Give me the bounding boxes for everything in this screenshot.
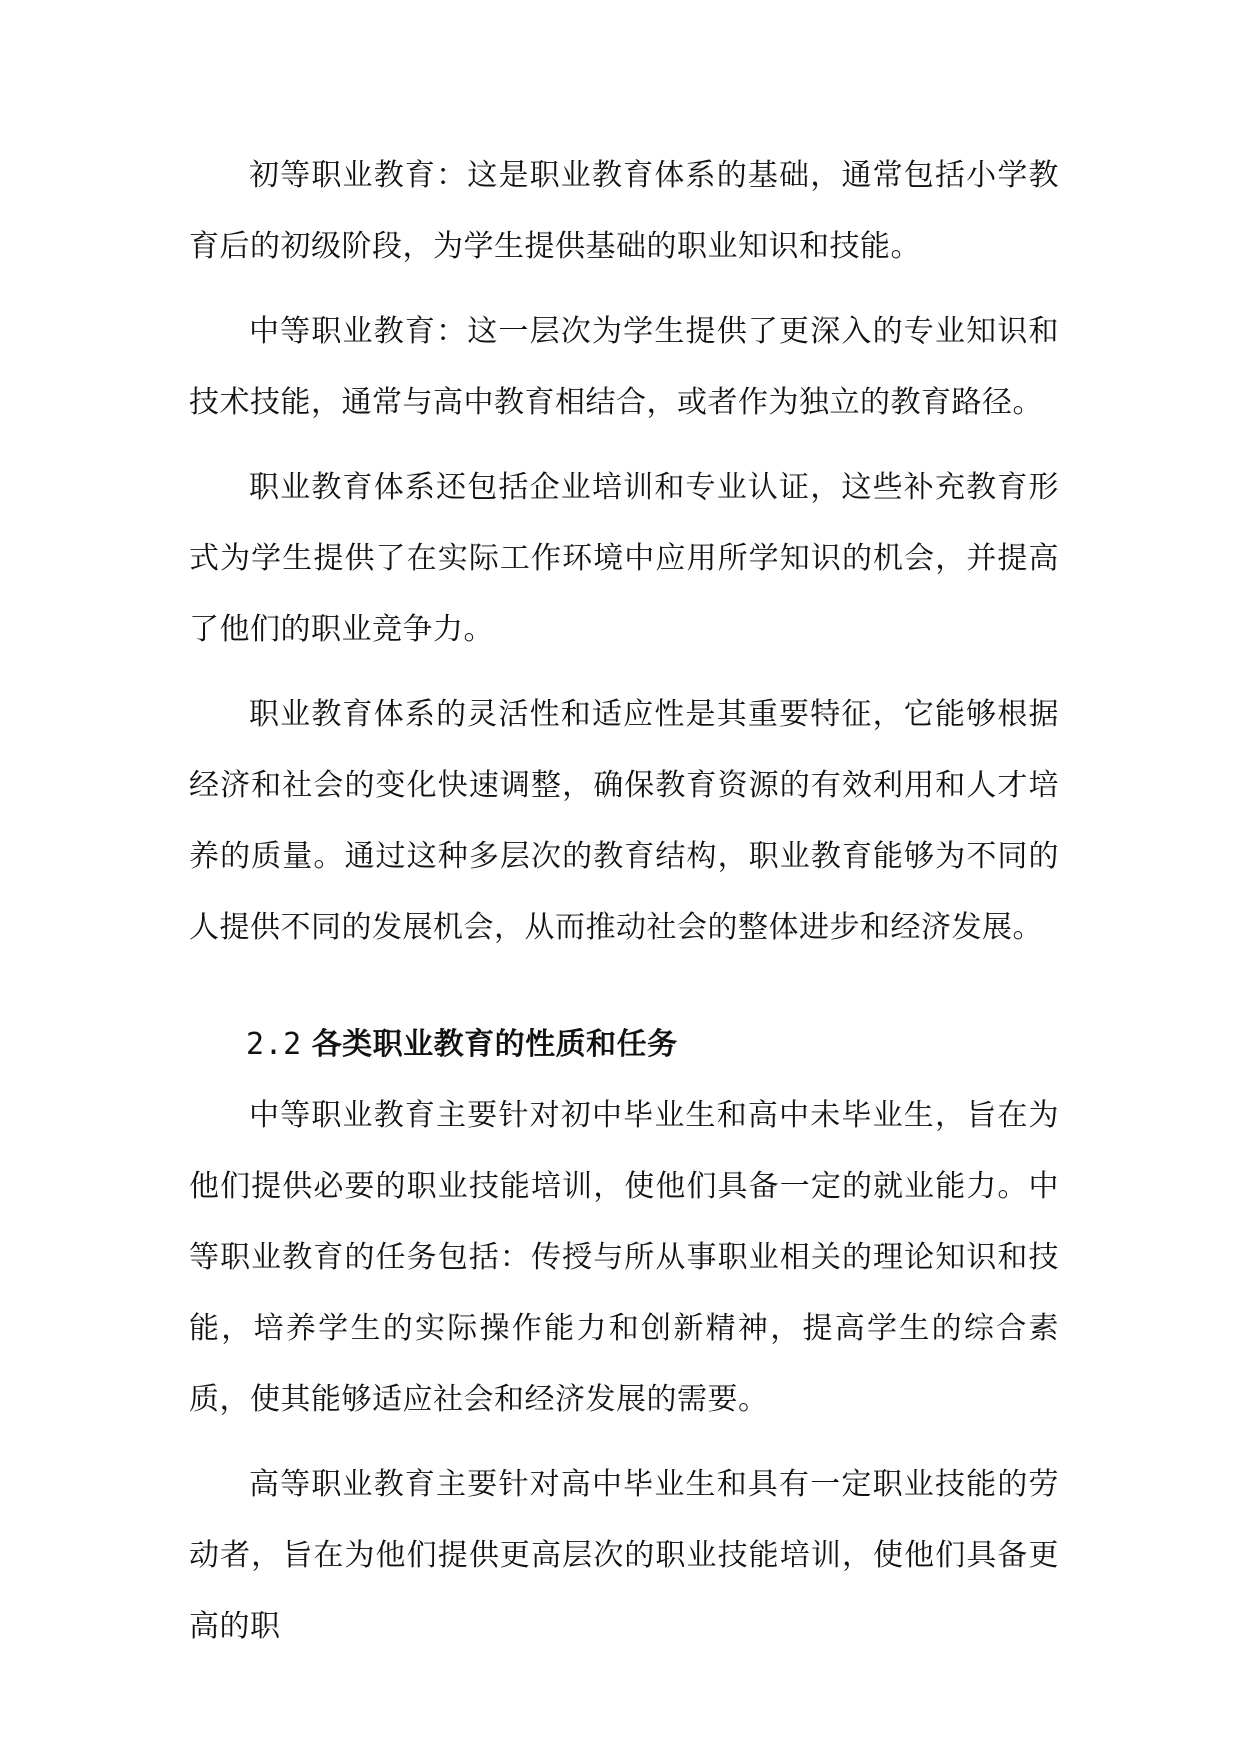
paragraph-higher-vocational-education: 高等职业教育主要针对高中毕业生和具有一定职业技能的劳动者，旨在为他们提供更高层次的职业技能培训，使他们具备更高的职 [189,1467,1059,1644]
paragraph-secondary-education-tasks: 中等职业教育主要针对初中毕业生和高中未毕业生，旨在为他们提供必要的职业技能培训，使他们具备一定的就业能力。中等职业教育的任务包括：传授与所从事职业相关的理论知识和技能，培养学生的实际操作能力和创新精神，提高学生的综合素质，使其能够适应社会和经济发展的需要。 [189,1098,1059,1417]
paragraph-flexibility: 职业教育体系的灵活性和适应性是其重要特征，它能够根据经济和社会的变化快速调整，确保教育资源的有效利用和人才培养的质量。通过这种多层次的教育结构，职业教育能够为不同的人提供不同的发展机会，从而推动社会的整体进步和经济发展。 [189,697,1059,945]
section-number: 2.2 [246,1027,302,1062]
paragraph-secondary-vocational-education: 中等职业教育：这一层次为学生提供了更深入的专业知识和技术技能，通常与高中教育相结合，或者作为独立的教育路径。 [189,314,1059,420]
document-page [189,140,1059,1676]
paragraph-enterprise-training: 职业教育体系还包括企业培训和专业认证，这些补充教育形式为学生提供了在实际工作环境中应用所学知识的机会，并提高了他们的职业竞争力。 [189,470,1059,647]
section-heading [189,1009,1059,1080]
section-title: 各类职业教育的性质和任务 [311,1027,678,1062]
paragraph-primary-vocational-education: 初等职业教育：这是职业教育体系的基础，通常包括小学教育后的初级阶段，为学生提供基础的职业知识和技能。 [189,158,1059,264]
